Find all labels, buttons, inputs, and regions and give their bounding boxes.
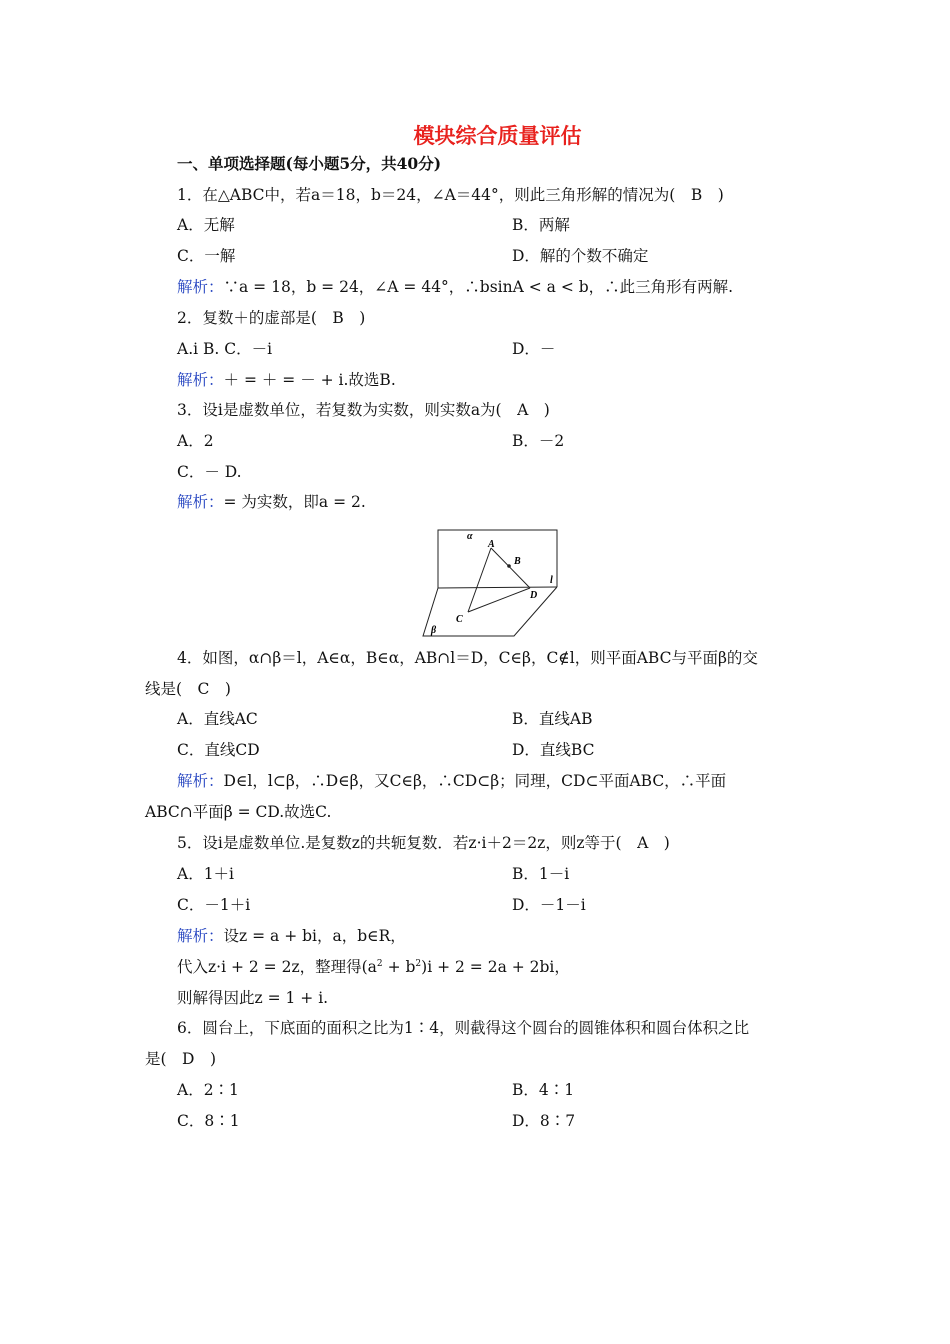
label-alpha: α [467,531,473,542]
solution-label: 解析： [177,493,224,511]
segment-ad [491,548,530,588]
q4-option-b: B．直线AB [512,710,593,728]
label-beta: β [431,625,437,636]
solution-text: 设z = a + bi，a，b∈R， [223,927,406,945]
question-4-stem-line2: 线是( C ) [145,680,231,698]
q6-option-b: B．4∶1 [512,1081,575,1099]
q5-option-b: B．1－i [512,865,570,883]
segment-ac [468,548,491,612]
question-4-stem-line1: 4．如图，α∩β＝l，A∈α，B∈α，AB∩l＝D，C∈β，C∉l，则平面ABC与平面β的交 [177,649,758,667]
line-l [438,587,557,588]
solution-text: + b [382,958,416,976]
label-l: l [550,575,553,586]
question-5-stem: 5．设i是虚数单位.是复数z的共轭复数．若z·i＋2＝2z，则z等于( A ) [177,834,670,852]
q3-option-b: B．－2 [512,432,565,450]
label-c: C [456,614,463,625]
q5-solution-line3: 则解得因此z = 1 + i. [177,989,329,1007]
segment-cd [468,588,530,612]
solution-label: 解析： [177,927,224,945]
q1-option-a: A．无解 [177,216,235,234]
question-6-stem-line2: 是( D ) [145,1050,217,1068]
question-1-stem: 1．在△ABC中，若a＝18，b＝24，∠A＝44°，则此三角形解的情况为( B ) [177,186,724,204]
q4-solution-line2: ABC∩平面β = CD.故选C. [145,803,332,821]
q1-option-c: C．一解 [177,247,236,265]
q4-option-d: D．直线BC [512,741,595,759]
q6-option-a: A．2∶1 [177,1081,239,1099]
q5-option-d: D．－1－i [512,896,586,914]
q4-solution-line1 [177,771,726,791]
solution-text: = 为实数，即a = 2. [223,493,366,511]
q5-solution-line2 [177,957,570,977]
q2-solution [177,370,396,390]
question-6-stem-line1: 6．圆台上，下底面的面积之比为1∶4，则截得这个圆台的圆锥体积和圆台体积之比 [177,1019,750,1037]
exponent: 2 [415,959,422,969]
solution-label: 解析： [177,278,224,296]
planes-figure [418,528,564,640]
question-2-stem: 2．复数＋的虚部是( B ) [177,309,366,327]
q6-option-c: C．8∶1 [177,1112,240,1130]
solution-text: 代入z·i + 2 = 2z，整理得(a [177,958,377,976]
section-heading: 一、单项选择题(每小题5分，共40分) [177,154,442,173]
q4-option-c: C．直线CD [177,741,260,759]
q4-option-a: A．直线AC [177,710,258,728]
solution-label: 解析： [177,772,224,790]
solution-text: ∵a = 18，b = 24，∠A = 44°，∴bsinA < a < b，∴此三角形有两解. [223,278,734,296]
q1-solution [177,277,733,297]
solution-text: ＋ = ＋ = － + i.故选B. [223,371,396,389]
page-title: 模块综合质量评估 [413,123,582,148]
q1-option-b: B．两解 [512,216,570,234]
q3-options-cd: C．－ D. [177,463,242,481]
q2-options-abc: A.i B. C．－i [177,340,273,358]
q3-option-a: A．2 [177,432,214,450]
q5-solution-line1 [177,926,406,946]
exponent: 2 [376,959,383,969]
q1-option-d: D．解的个数不确定 [512,247,649,265]
solution-text: )i + 2 = 2a + 2bi， [421,958,570,976]
solution-label: 解析： [177,371,224,389]
q2-option-d: D．－ [512,340,556,358]
question-3-stem: 3．设i是虚数单位，若复数为实数，则实数a为( A ) [177,401,550,419]
label-a: A [488,539,495,550]
q3-solution [177,492,366,512]
q6-option-d: D．8∶7 [512,1112,576,1130]
q5-option-c: C．－1＋i [177,896,251,914]
label-b: B [514,556,521,567]
label-d: D [530,590,538,601]
q5-option-a: A．1＋i [177,865,235,883]
solution-text: D∈l，l⊂β，∴D∈β，又C∈β，∴CD⊂β；同理，CD⊂平面ABC，∴平面 [223,772,727,790]
plane-alpha [438,530,557,588]
point-b [507,564,511,568]
